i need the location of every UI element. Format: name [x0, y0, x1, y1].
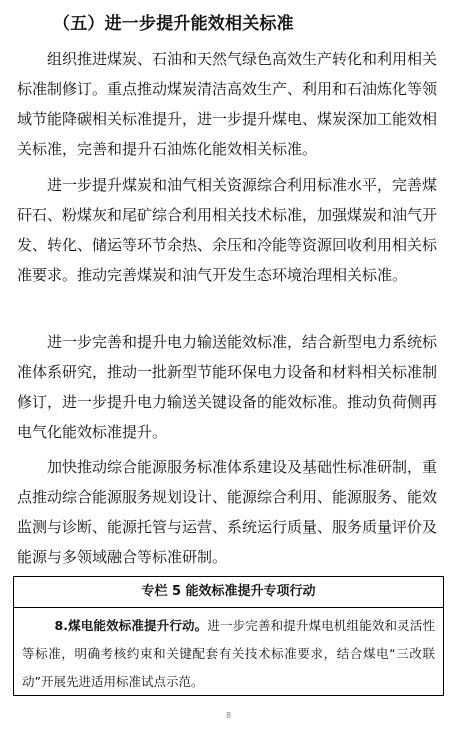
special-column-body	[14, 608, 443, 696]
special-column-box	[13, 576, 444, 696]
special-column-title: 专栏 5 能效标准提升专项行动	[14, 577, 443, 608]
paragraph-coal-oil-gas-standards: 组织推进煤炭、石油和天然气绿色高效生产转化和利用相关标准制修订。重点推动煤炭清洁高效生产、利用和石油炼化等领域节能降碳相关标准提升，进一步提升煤电、煤炭深加工能效相关标准，完善和提升石油炼化能效相关标准。	[17, 50, 438, 158]
page-number: 8	[225, 711, 232, 720]
section-heading: （五）进一步提升能效相关标准	[53, 14, 294, 34]
special-column-lead: 8.煤电能效标准提升行动。	[54, 618, 208, 633]
paragraph-resource-utilization: 进一步提升煤炭和油气相关资源综合利用标准水平，完善煤矸石、粉煤灰和尾矿综合利用相关技术标准，加强煤炭和油气开发、转化、储运等环节余热、余压和冷能等资源回收利用相关标准要求。推动完善煤炭和油气开发生态环境治理相关标准。	[17, 176, 438, 284]
paragraph-power-transmission: 进一步完善和提升电力输送能效标准，结合新型电力系统标准体系研究，推动一批新型节能环保电力设备和材料相关标准制修订，进一步提升电力输送关键设备的能效标准。推动负荷侧再电气化能效标准提升。	[17, 333, 438, 441]
special-column-text: 进一步完善和提升煤电机组能效和灵活性等标准，明确考核约束和关键配套有关技术标准要求，结合煤电“三改联动”开展先进适用标准试点示范。	[22, 618, 435, 689]
paragraph-integrated-energy-services: 加快推动综合能源服务标准体系建设及基础性标准研制，重点推动综合能源服务规划设计、能源综合利用、能源服务、能效监测与诊断、能源托管与运营、系统运行质量、服务质量评价及能源与多领域融合等标准研制。	[17, 458, 438, 566]
